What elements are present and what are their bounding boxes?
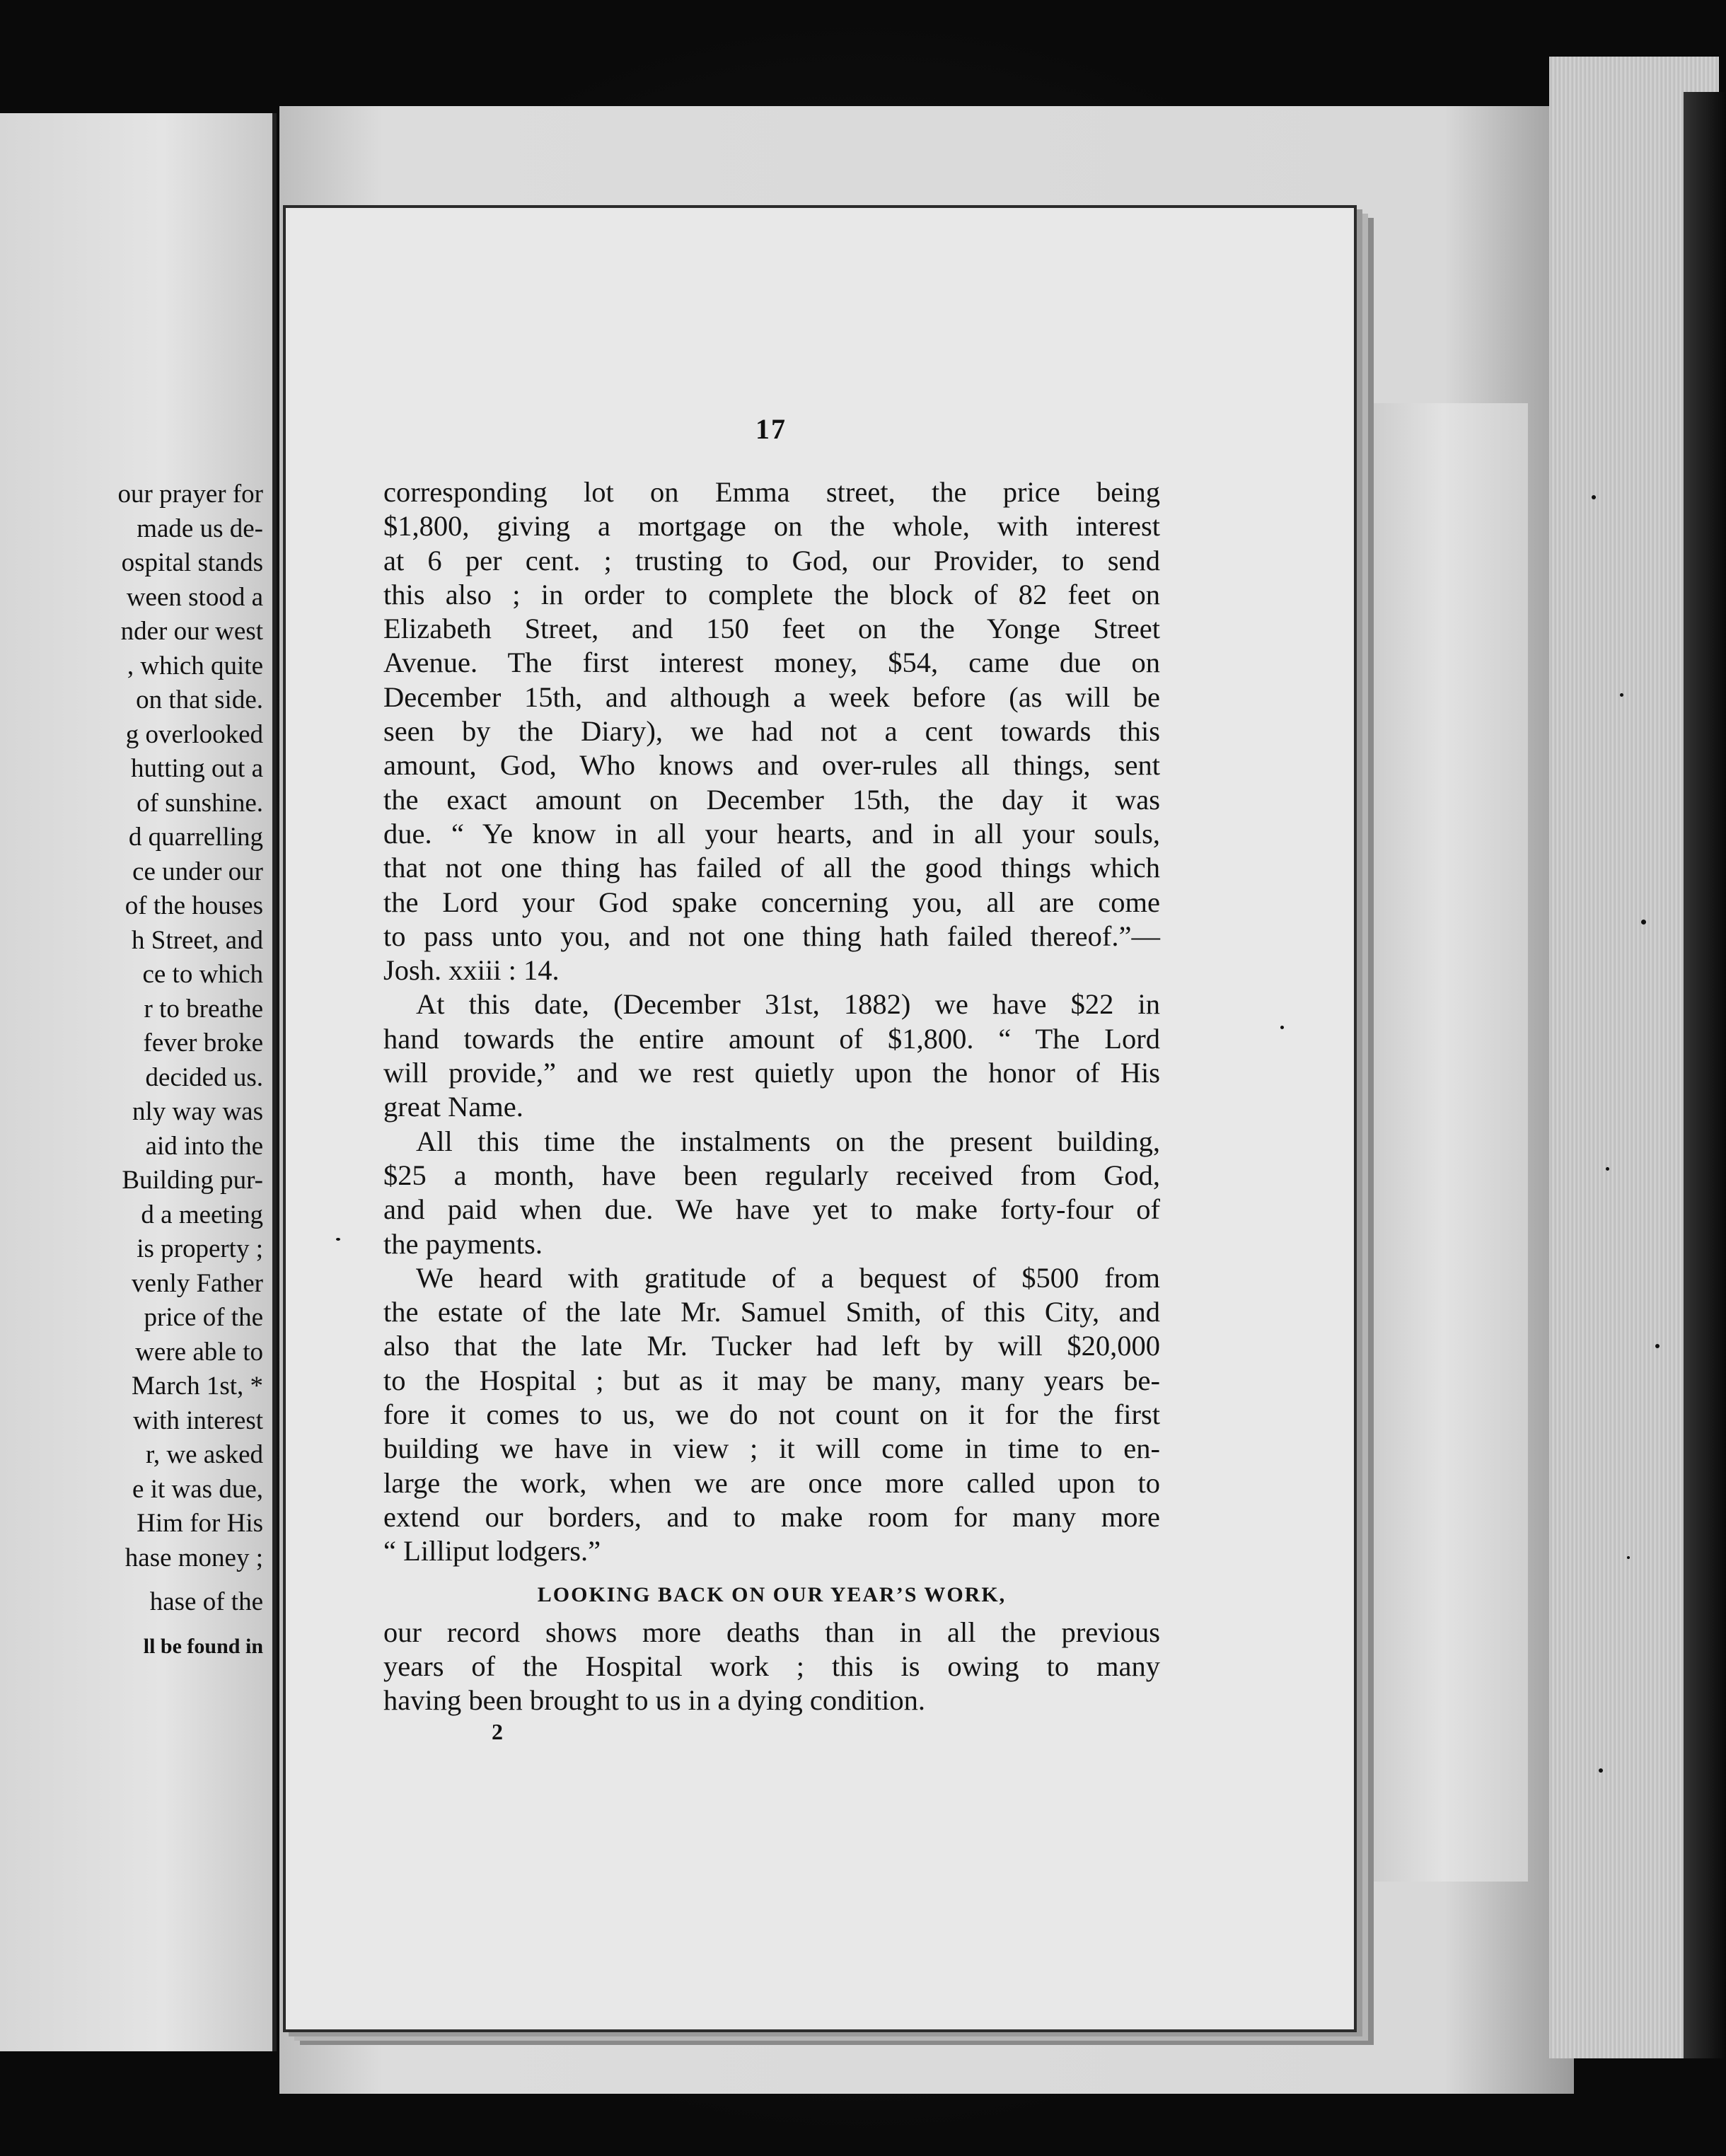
text-line: Elizabeth Street, and 150 feet on the Yonge Street (383, 613, 1160, 645)
text-line: amount, God, Who knows and over-rules all things, sent (383, 749, 1160, 782)
left-line: hase money ; (124, 1543, 263, 1572)
text-line: will provide,” and we rest quietly upon the honor of His (383, 1057, 1160, 1089)
left-line: d a meeting (141, 1200, 263, 1229)
left-line: price of the (144, 1303, 263, 1332)
text-line: December 15th, and although a week before (as will be (383, 680, 1160, 713)
left-line: ween stood a (126, 582, 263, 612)
text-line: seen by the Diary), we had not a cent towards this (383, 715, 1160, 748)
left-line: with interest (133, 1406, 263, 1435)
left-line: ospital stands (121, 548, 263, 577)
left-line: hutting out a (130, 754, 263, 783)
text-line: We heard with gratitude of a bequest of $500 from (416, 1261, 1160, 1294)
text-line: corresponding lot on Emma street, the price being (383, 476, 1160, 508)
left-footnote-line: ll be found in (143, 1634, 263, 1658)
text-line: and paid when due. We have yet to make forty-four of (383, 1193, 1160, 1226)
text-line: also that the late Mr. Tucker had left by will $20,000 (383, 1330, 1160, 1362)
text-line: this also ; in order to complete the block of 82 feet on (383, 578, 1160, 610)
text-line: great Name. (383, 1091, 523, 1123)
left-line: March 1st, * (132, 1372, 263, 1401)
page-number: 17 (755, 413, 787, 445)
left-line: h Street, and (132, 925, 263, 955)
left-line: on that side. (136, 685, 263, 714)
left-line: r to breathe (144, 994, 263, 1024)
left-line: aid into the (145, 1131, 263, 1161)
left-line: made us de- (137, 514, 263, 543)
left-page (0, 113, 277, 2051)
left-line: venly Father (132, 1268, 263, 1298)
left-line: is property ; (137, 1234, 263, 1263)
signature-mark: 2 (492, 1719, 503, 1744)
left-line: nly way was (132, 1097, 263, 1126)
text-line: $25 a month, have been regularly received from God, (383, 1159, 1160, 1191)
left-line: nder our west (120, 617, 263, 646)
text-line: All this time the instalments on the present building, (416, 1125, 1160, 1157)
left-line: e it was due, (132, 1474, 263, 1504)
text-line: the exact amount on December 15th, the day it was (383, 783, 1160, 816)
text-line: to the Hospital ; but as it may be many, many years be- (383, 1364, 1160, 1396)
left-line: ce to which (142, 960, 263, 989)
left-line: ce under our (132, 857, 263, 886)
left-line: decided us. (145, 1062, 263, 1092)
text-line: our record shows more deaths than in all the previous (383, 1616, 1160, 1648)
left-line: fever broke (143, 1028, 263, 1057)
text-line: the Lord your God spake concerning you, all are come (383, 886, 1160, 918)
text-line: large the work, when we are once more called upon to (383, 1466, 1160, 1499)
left-line: g overlooked (125, 719, 263, 749)
text-line: “ Lilliput lodgers.” (383, 1535, 601, 1567)
left-line: of sunshine. (137, 788, 263, 818)
text-line: Josh. xxiii : 14. (383, 954, 560, 987)
text-line: $1,800, giving a mortgage on the whole, with interest (383, 510, 1160, 543)
text-line: years of the Hospital work ; this is owing to many (383, 1650, 1160, 1682)
left-line: Building pur- (122, 1166, 263, 1195)
facing-plate-edge (1358, 403, 1528, 1882)
left-line: were able to (135, 1337, 263, 1367)
text-line: having been brought to us in a dying condition. (383, 1684, 926, 1717)
text-line: the estate of the late Mr. Samuel Smith, of this City, and (383, 1296, 1160, 1328)
text-line: to pass unto you, and not one thing hath failed thereof.”— (383, 920, 1160, 952)
left-line: r, we asked (146, 1440, 263, 1469)
text-line: building we have in view ; it will come in time to en- (383, 1432, 1160, 1465)
left-line: of the houses (124, 891, 263, 920)
left-line: , which quite (127, 651, 263, 680)
book-cover-edge (1684, 92, 1726, 2058)
text-line: fore it comes to us, we do not count on it for the first (383, 1398, 1160, 1431)
left-line: Him for His (137, 1509, 263, 1538)
text-line: at 6 per cent. ; trusting to God, our Provider, to send (383, 544, 1160, 576)
text-line: due. “ Ye know in all your hearts, and in all your souls, (383, 817, 1160, 850)
text-line: Avenue. The first interest money, $54, came due on (383, 647, 1160, 679)
left-line: our prayer for (117, 480, 263, 509)
left-line: hase of the (149, 1587, 263, 1616)
text-line: that not one thing has failed of all the good things which (383, 852, 1160, 884)
left-line: d quarrelling (128, 823, 263, 852)
page-body (383, 475, 1160, 1717)
text-line: hand towards the entire amount of $1,800. “ The Lord (383, 1022, 1160, 1055)
left-page-text (0, 477, 269, 1664)
text-line: extend our borders, and to make room for many more (383, 1500, 1160, 1533)
section-heading: LOOKING BACK ON OUR YEAR’S WORK, (537, 1582, 1007, 1606)
text-line: At this date, (December 31st, 1882) we have $22 in (416, 988, 1160, 1021)
text-line: the payments. (383, 1227, 543, 1260)
